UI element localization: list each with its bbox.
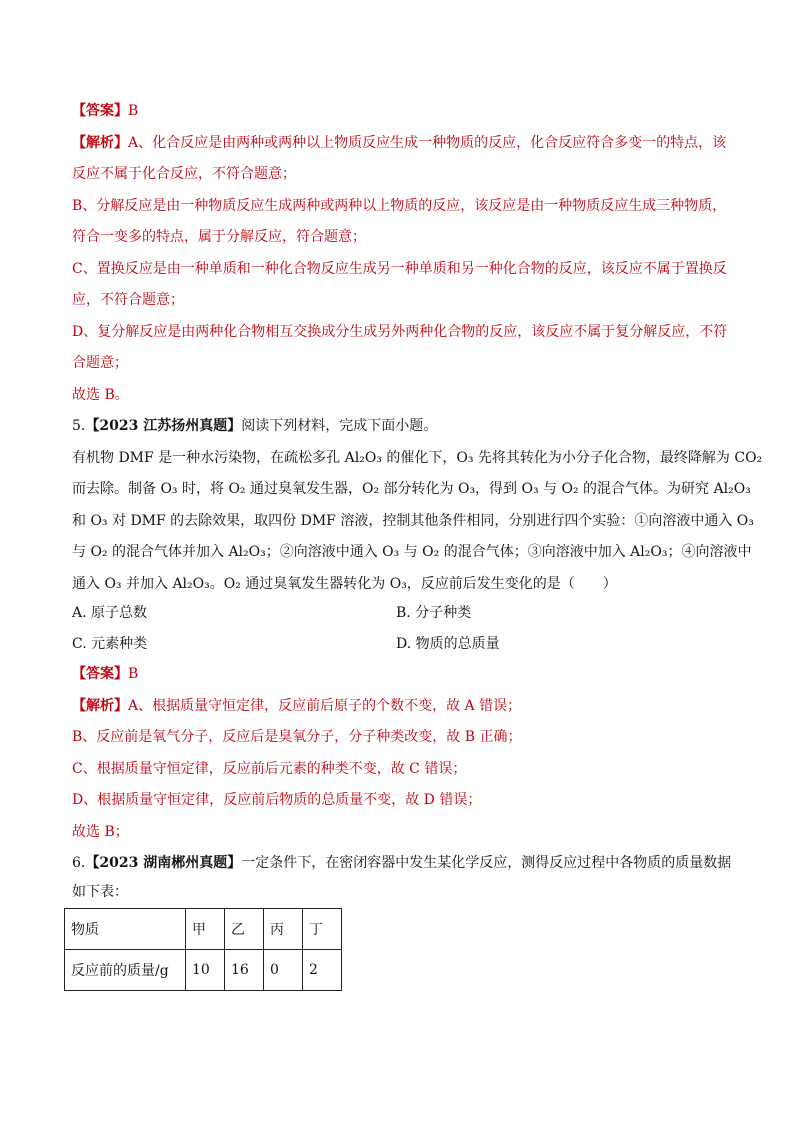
table-header-cell: 甲 [186,909,225,950]
table-cell: 10 [186,950,225,991]
question-source: 【2023 湖南郴州真题】 [85,855,242,871]
question-number: 5. [72,418,86,434]
q5-material-line: 通入 O₃ 并加入 Al₂O₃。O₂ 通过臭氧发生器转化为 O₃，反应前后发生变化的是（ ） [72,576,617,592]
option-d: D. 物质的总质量 [396,636,500,652]
q4-analysis-line [72,133,732,153]
answer-tag: 【答案】 [72,103,128,119]
table-cell: 0 [264,950,303,991]
q5-analysis-line: B、反应前是氧气分子，反应后是臭氧分子，分子种类改变，故 B 正确； [72,729,522,745]
table-header-cell: 丙 [264,909,303,950]
q5-material-line: 有机物 DMF 是一种水污染物，在疏松多孔 Al₂O₃ 的催化下，O₃ 先将其转化为小分子化合物，最终降解为 CO₂ [72,450,763,466]
table-header-cell: 乙 [225,909,264,950]
q5-analysis-line [72,696,732,716]
answer-tag: 【答案】 [72,666,128,682]
q4-analysis-line: B、分解反应是由一种物质反应生成两种或两种以上物质的反应，该反应是由一种物质反应生成三种物质， [72,198,727,214]
q4-analysis-line: 反应不属于化合反应，不符合题意； [72,166,296,182]
q5-analysis-line: C、根据质量守恒定律，反应前后元素的种类不变，故 C 错误； [72,761,467,777]
option-b: B. 分子种类 [396,605,472,621]
question-text: 一定条件下，在密闭容器中发生某化学反应，测得反应过程中各物质的质量数据 [241,855,732,871]
q4-analysis-line: 应，不符合题意； [72,292,184,308]
q4-analysis-line: D、复分解反应是由两种化合物相互交换成分生成另外两种化合物的反应，该反应不属于复分解反应，不符 [72,324,728,340]
table-cell: 2 [303,950,342,991]
answer-value: B [128,666,139,682]
q6-text-line: 如下表： [72,884,128,900]
question-source: 【2023 江苏扬州真题】 [85,418,242,434]
q5-analysis-line: D、根据质量守恒定律，反应前后物质的总质量不变，故 D 错误； [72,792,482,808]
q4-analysis-line: 合题意； [72,355,128,371]
q4-answer [72,101,732,121]
table-header-cell: 物质 [65,909,186,950]
q4-conclusion: 故选 B。 [72,387,129,403]
question-number: 6. [72,855,86,871]
q5-material-line: 与 O₂ 的混合气体并加入 Al₂O₃；②向溶液中通入 O₃ 与 O₂ 的混合气体；③向溶液中加入 Al₂O₃；④向溶液中 [72,544,752,560]
q4-analysis-line: C、置换反应是由一种单质和一种化合物反应生成另一种单质和另一种化合物的反应，该反应不属于置换反 [72,261,727,277]
q6-header [72,853,732,873]
table-row [65,950,342,991]
table-header-cell: 丁 [303,909,342,950]
analysis-tag: 【解析】 [72,698,128,714]
q5-material-line: 和 O₃ 对 DMF 的去除效果，取四份 DMF 溶液，控制其他条件相同，分别进行四个实验：①向溶液中通入 O₃ [72,513,754,529]
option-a: A. 原子总数 [72,605,148,621]
q5-answer [72,664,732,684]
q5-conclusion: 故选 B； [72,824,129,840]
analysis-tag: 【解析】 [72,135,128,151]
q5-material-line: 而去除。制备 O₃ 时，将 O₂ 通过臭氧发生器，O₂ 部分转化为 O₃，得到 O₃ 与 O₂ 的混合气体。为研究 Al₂O₃ [72,481,751,497]
table-header-row [65,909,342,950]
question-text: 阅读下列材料，完成下面小题。 [241,418,438,434]
option-c: C. 元素种类 [72,636,148,652]
answer-value: B [128,103,139,119]
mass-data-table [64,908,342,991]
table-cell: 16 [225,950,264,991]
table-cell: 反应前的质量/g [65,950,186,991]
analysis-text: A、根据质量守恒定律，反应前后原子的个数不变，故 A 错误； [128,698,522,714]
q4-analysis-line: 符合一变多的特点，属于分解反应，符合题意； [72,229,366,245]
analysis-text: A、化合反应是由两种或两种以上物质反应生成一种物质的反应，化合反应符合多变一的特点，该 [128,135,727,151]
q5-header [72,416,732,436]
